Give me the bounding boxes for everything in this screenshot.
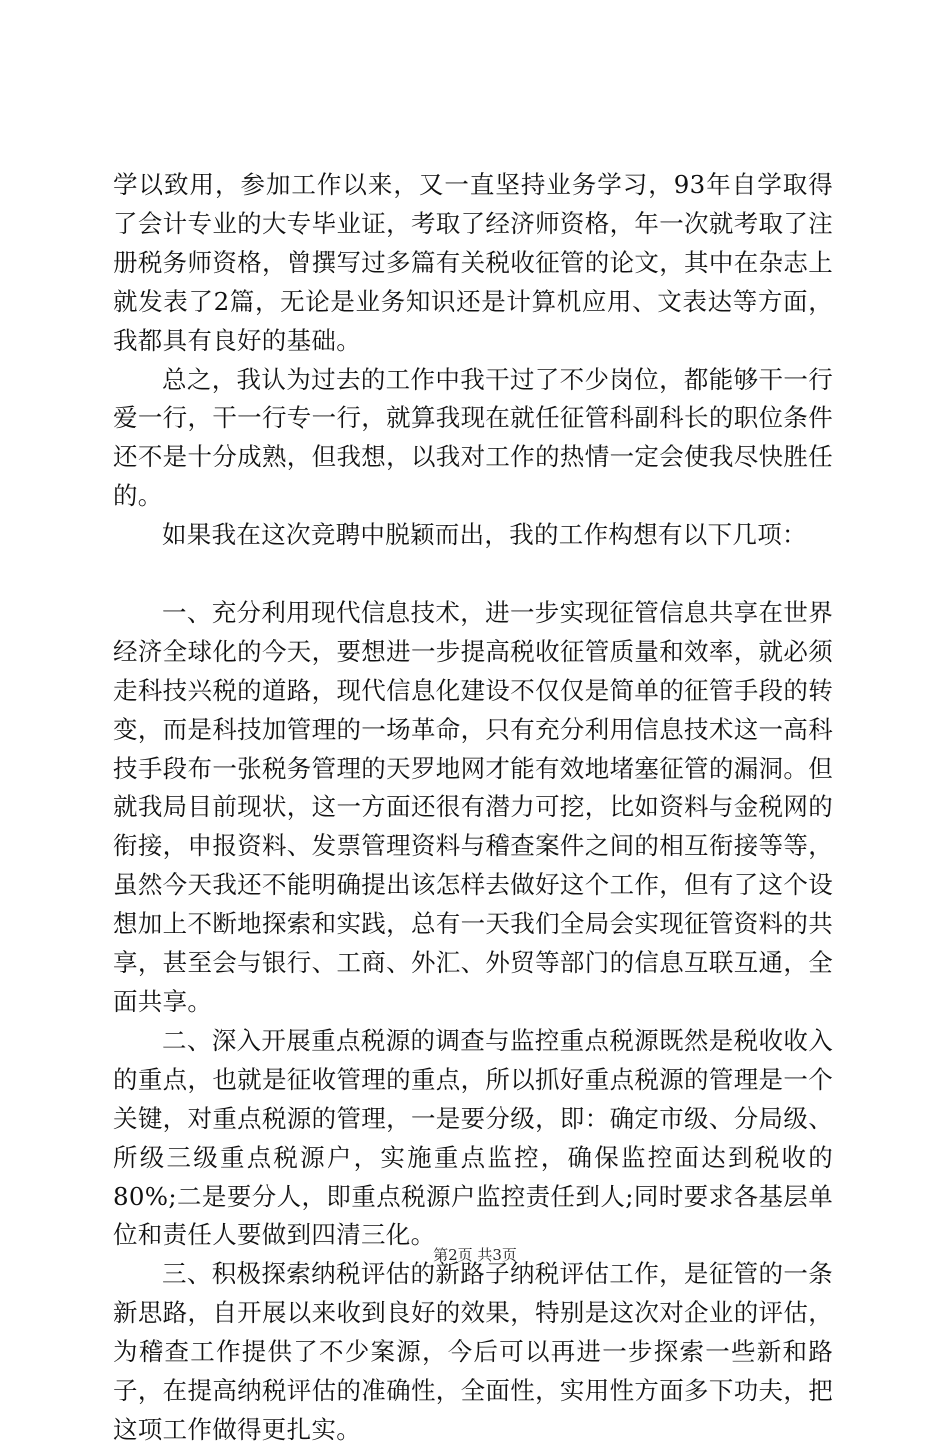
page-number-footer: 第2页 共3页 — [433, 1246, 517, 1264]
paragraph-3: 如果我在这次竞聘中脱颖而出，我的工作构想有以下几项： — [162, 520, 807, 550]
paragraph-6: 三、积极探索纳税评估的新路子纳税评估工作，是征管的一条新思路，自开展以来收到良好的效果，特别是这次对企业的评估，为稽查工作提供了不少案源，今后可以再进一步探索一些新和路子，在提高纳税评估的准确性，全面性，实用性方面多下功夫，把这项工作做得更扎实。 — [113, 1259, 833, 1444]
paragraph-gap — [113, 555, 833, 594]
paragraph-4: 一、充分利用现代信息技术，进一步实现征管信息共享在世界经济全球化的今天，要想进一步提高税收征管质量和效率，就必须走科技兴税的道路，现代信息化建设不仅仅是简单的征管手段的转变，而是科技加管理的一场革命，只有充分利用信息技术这一高科技手段布一张税务管理的天罗地网才能有效地堵塞征管的漏洞。但就我局目前现状，这一方面还很有潜力可挖，比如资料与金税网的衔接，申报资料、发票管理资料与稽查案件之间的相互衔接等等，虽然今天我还不能明确提出该怎样去做好这个工作，但有了这个设想加上不断地探索和实践，总有一天我们全局会实现征管资料的共享，甚至会与银行、工商、外汇、外贸等部门的信息互联互通，全面共享。 — [113, 597, 833, 1017]
paragraph-1: 学以致用，参加工作以来，又一直坚持业务学习，93年自学取得了会计专业的大专毕业证，考取了经济师资格，年一次就考取了注册税务师资格，曾撰写过多篇有关税收征管的论文，其中在杂志上就发表了2篇，无论是业务知识还是计算机应用、文表达等方面，我都具有良好的基础。 — [113, 170, 833, 355]
paragraph-2: 总之，我认为过去的工作中我干过了不少岗位，都能够干一行爱一行，干一行专一行，就算我现在就任征管科副科长的职位条件还不是十分成熟，但我想，以我对工作的热情一定会使我尽快胜任的。 — [113, 364, 833, 511]
paragraph-5: 二、深入开展重点税源的调查与监控重点税源既然是税收收入的重点，也就是征收管理的重点，所以抓好重点税源的管理是一个关键，对重点税源的管理，一是要分级，即：确定市级、分局级、所级三级重点税源户，实施重点监控，确保监控面达到税收的80%;二是要分人，即重点税源户监控责任到人;同时要求各基层单位和责任人要做到四清三化。 — [113, 1025, 833, 1250]
